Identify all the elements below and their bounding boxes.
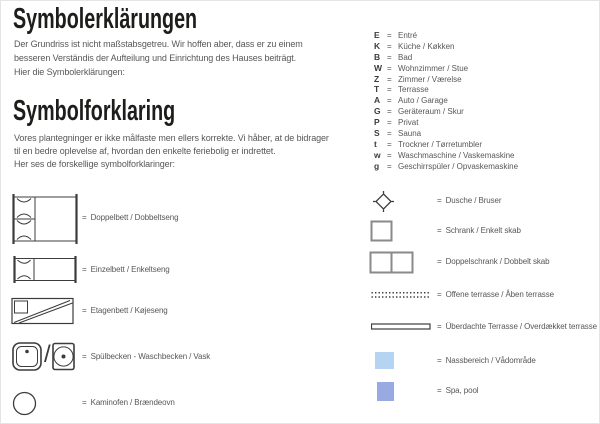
symbol-row-sink [82, 352, 210, 361]
room-code-label: Zimmer / Værelse [398, 74, 462, 84]
equals-sign: = [387, 96, 392, 106]
symbol-row-single-cabinet [437, 226, 521, 235]
german-section-title: Symbolerklärungen [13, 3, 198, 35]
symbol-row-double-bed [82, 213, 178, 222]
german-intro-paragraph [14, 37, 303, 79]
room-code-letter: E [374, 30, 380, 40]
symbol-row-double-cabinet [437, 257, 550, 266]
room-code-letter: W [374, 62, 383, 73]
symbol-row-spa-pool [437, 386, 478, 395]
paragraph-line: Her ses de forskellige symbolforklaringer: [14, 158, 175, 169]
spa-pool-swatch [377, 382, 394, 401]
covered-terrace-icon [371, 323, 431, 331]
symbol-label: Doppelbett / Dobbeltseng [90, 213, 179, 222]
room-code-row [374, 117, 518, 128]
equals-sign: = [387, 74, 392, 84]
equals-sign: = [387, 161, 392, 171]
danish-section-title: Symbolforklaring [13, 95, 176, 127]
symbol-label: Spülbecken - Waschbecken / Vask [90, 352, 211, 361]
wood-stove-icon [12, 391, 37, 416]
symbol-row-shower [437, 196, 501, 205]
symbol-label: Doppelschrank / Dobbelt skab [445, 257, 550, 266]
room-code-label: Entré [398, 31, 418, 40]
symbol-label: Einzelbett / Enkeltseng [90, 265, 170, 274]
symbol-label: Offene terrasse / Åben terrasse [445, 290, 554, 299]
room-code-row [374, 128, 518, 139]
wet-area-swatch [375, 352, 394, 369]
room-code-letter: S [374, 128, 380, 139]
room-code-letter: g [374, 160, 380, 171]
equals-sign: = [437, 322, 442, 331]
room-code-letter: Z [374, 73, 380, 84]
equals-sign: = [387, 52, 392, 62]
room-code-row [374, 161, 518, 172]
double-bed-icon [11, 194, 79, 244]
single-cabinet-icon [370, 220, 393, 242]
room-code-letter: P [374, 117, 380, 128]
paragraph-line: besseren Verständis der Aufteilung und Einrichtung des Hauses beiträgt. [14, 53, 297, 63]
room-code-label: Sauna [398, 129, 422, 139]
room-code-label: Geschirrspüler / Opvaskemaskine [398, 161, 519, 171]
slash-separator: / [44, 341, 51, 368]
paragraph-line: til en bedre oplevelse af, hvordan den enkelte feriebolig er indrettet. [14, 145, 276, 156]
symbol-label: Spa, pool [445, 386, 479, 395]
room-code-list [374, 30, 518, 172]
double-cabinet-icon [369, 251, 414, 274]
equals-sign: = [437, 386, 442, 395]
symbol-label: Kaminofen / Brændeovn [90, 398, 175, 407]
equals-sign: = [387, 129, 392, 139]
bunk-bed-icon [11, 297, 75, 325]
room-code-label: Privat [398, 118, 419, 128]
room-code-label: Bad [398, 52, 413, 62]
room-code-label: Terrasse [398, 85, 429, 95]
room-code-row [374, 52, 518, 63]
single-bed-icon [12, 256, 78, 283]
room-code-label: Geräteraum / Skur [398, 107, 464, 117]
equals-sign: = [387, 41, 392, 51]
equals-sign: = [437, 196, 442, 205]
symbol-label: Nassbereich / Vådområde [445, 356, 536, 365]
symbol-row-bunk-bed [82, 306, 168, 315]
paragraph-line: Der Grundriss ist nicht maßstabsgetreu. Wir hoffen aber, dass er zu einem [14, 39, 303, 49]
equals-sign: = [82, 213, 87, 222]
room-code-row [374, 84, 518, 95]
equals-sign: = [82, 265, 87, 274]
room-code-letter: w [374, 149, 381, 160]
equals-sign: = [387, 63, 392, 73]
equals-sign: = [387, 85, 392, 95]
room-code-label: Trockner / Tørretumbler [398, 139, 483, 149]
room-code-label: Wohnzimmer / Stue [398, 63, 469, 73]
kitchen-sink-icon [12, 342, 42, 372]
room-code-row [374, 95, 518, 106]
open-terrace-icon [371, 291, 431, 299]
shower-icon [373, 191, 394, 212]
equals-sign: = [437, 356, 442, 365]
symbol-row-stove [82, 398, 175, 407]
washbasin-icon [52, 342, 76, 372]
symbol-label: Dusche / Bruser [445, 196, 502, 205]
paragraph-line: Vores plantegninger er ikke målfaste men ellers korrekte. Vi håber, at de bidrager [14, 133, 329, 143]
room-code-row [374, 41, 518, 52]
room-code-letter: t [374, 138, 377, 149]
room-code-letter: G [374, 106, 381, 117]
equals-sign: = [387, 118, 392, 128]
equals-sign: = [82, 306, 87, 315]
room-code-row [374, 106, 518, 117]
room-code-letter: A [374, 95, 381, 106]
room-code-label: Küche / Køkken [398, 41, 455, 51]
symbol-label: Schrank / Enkelt skab [445, 226, 521, 235]
equals-sign: = [82, 352, 87, 361]
equals-sign: = [387, 150, 392, 160]
room-code-row [374, 30, 518, 41]
danish-intro-paragraph [14, 132, 329, 170]
equals-sign: = [387, 139, 392, 149]
room-code-label: Auto / Garage [398, 96, 448, 106]
equals-sign: = [387, 31, 392, 40]
room-code-row [374, 63, 518, 74]
room-code-label: Waschmaschine / Vaskemaskine [398, 150, 515, 160]
symbol-row-wet-area [437, 356, 536, 365]
equals-sign: = [437, 226, 442, 235]
equals-sign: = [437, 257, 442, 266]
symbol-label: Etagenbett / Køjeseng [90, 306, 168, 315]
equals-sign: = [437, 290, 442, 299]
symbol-row-single-bed [82, 265, 170, 274]
room-code-letter: T [374, 84, 380, 95]
equals-sign: = [82, 398, 87, 407]
symbol-row-open-terrace [437, 290, 554, 299]
symbol-row-covered-terrace [437, 322, 597, 331]
room-code-row [374, 150, 518, 161]
paragraph-line: Hier die Symbolerklärungen: [14, 67, 125, 77]
room-code-row [374, 139, 518, 150]
equals-sign: = [387, 107, 392, 117]
room-code-letter: K [374, 40, 381, 51]
room-code-letter: B [374, 51, 381, 62]
symbol-label: Überdachte Terrasse / Overdækket terrasse [445, 322, 597, 331]
room-code-row [374, 74, 518, 85]
